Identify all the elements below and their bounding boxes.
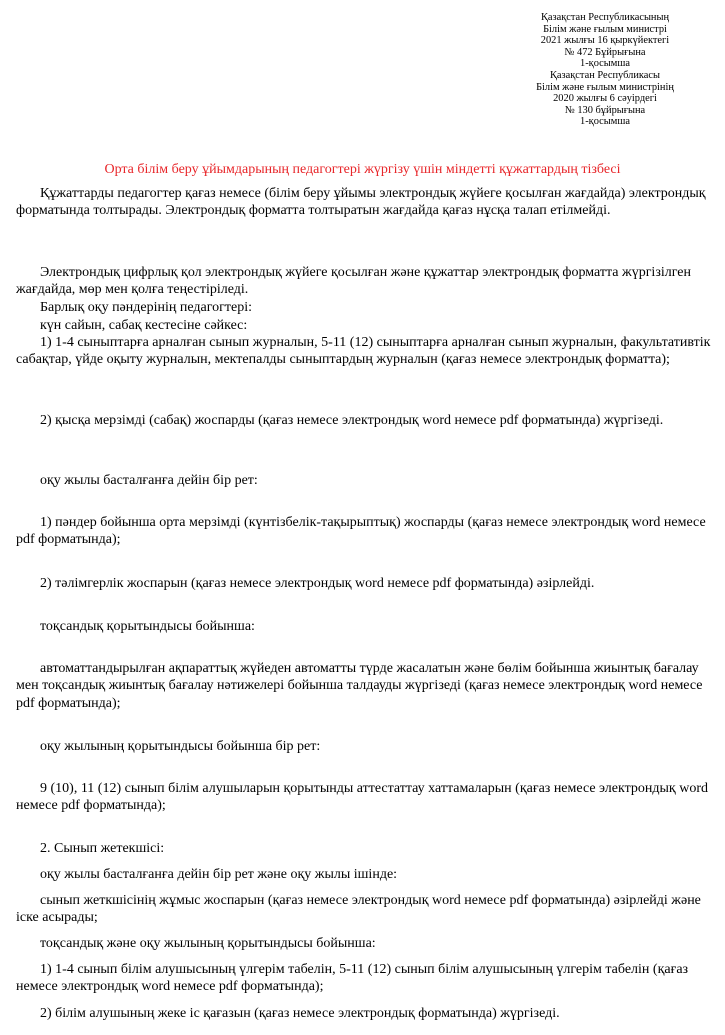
paragraph: тоқсандық және оқу жылының қорытындысы бойынша: [40, 936, 376, 951]
paragraph: 1) пәндер бойынша орта мерзімді (күнтізбелік-тақырыптық) жоспарды (қағаз немесе электрондық word немесе pdf форматында); [16, 515, 706, 548]
paragraph: 2) қысқа мерзімді (сабақ) жоспарды (қағаз немесе электрондық word немесе pdf форматында) жүргізеді. [40, 413, 664, 428]
paragraph: Құжаттарды педагогтер қағаз немесе (білім беру ұйымы электрондық жүйеге қосылған жағдайда) электрондық форматында толтырады. Электрондық форматта толтыратын жағдайда қағаз нұсқа талап етілмейді. [16, 186, 706, 219]
paragraph: 9 (10), 11 (12) сынып білім алушыларын қорытынды аттестаттау хаттамаларын (қағаз немесе электрондық word немесе pdf форматында); [16, 781, 709, 814]
header-line: № 472 Бұйрығына [564, 46, 646, 58]
order-reference-header [490, 12, 720, 128]
header-line: 2021 жылғы 16 қыркүйектегі [540, 35, 670, 47]
paragraph: Барлық оқу пәндерінің педагогтері: [40, 300, 252, 315]
header-line: Білім және ғылым министрі [543, 23, 667, 35]
paragraph: оқу жылының қорытындысы бойынша бір рет: [40, 739, 321, 754]
header-line: Қазақстан Республикасы [550, 69, 660, 81]
paragraph: тоқсандық қорытындысы бойынша: [40, 619, 255, 634]
paragraph: Электрондық цифрлық қол электрондық жүйеге қосылған және құжаттар электрондық форматта жүргізілген жағдайда, мөр мен қолға теңестіріледі. [16, 265, 691, 298]
paragraph: 2) білім алушының жеке іс қағазын (қағаз немесе электрондық форматында) жүргізеді. [40, 1006, 560, 1021]
header-line: Білім және ғылым министрінің [536, 81, 674, 93]
header-line: № 130 бұйрығына [564, 104, 646, 116]
paragraph: 1) 1-4 сыныптарға арналған сынып журналын, 5-11 (12) сыныптарға арналған сынып журналын, факультативтік сабақтар, үйде оқыту журналын, мектепалды сыныптардың журналын (қағаз немесе электрондық форматта); [16, 335, 711, 368]
document-title: Орта білім беру ұйымдарының педагогтері жүргізу үшін міндетті құжаттардың тізбесі [104, 162, 621, 177]
paragraph: сынып жеткшісінің жұмыс жоспарын (қағаз немесе электрондық word немесе pdf форматында) әзірлейді және іске асырады; [16, 893, 701, 926]
paragraph: оқу жылы басталғанға дейін бір рет және оқу жылы ішінде: [40, 867, 398, 882]
paragraph: күн сайын, сабақ кестесіне сәйкес: [40, 318, 248, 333]
header-line: 2020 жылғы 6 сәуірдегі [553, 93, 657, 105]
paragraph: 1) 1-4 сынып білім алушысының үлгерім табелін, 5-11 (12) сынып білім алушысының үлгерім табелін (қағаз немесе электрондық word немесе pdf форматында); [16, 962, 689, 995]
paragraph: автоматтандырылған ақпараттық жүйеден автоматты түрде жасалатын және бөлім бойынша жиынтық бағалау мен тоқсандық жиынтық бағалау нәтижелері бойынша талдауды жүргізеді (қағаз немесе электрондық word немесе pdf форматында); [16, 661, 703, 711]
header-line: 1-қосымша [580, 116, 630, 128]
header-line: 1-қосымша [580, 58, 630, 70]
paragraph: 2. Сынып жетекшісі: [40, 841, 165, 856]
paragraph: оқу жылы басталғанға дейін бір рет: [40, 473, 258, 488]
header-line: Қазақстан Республикасының [540, 12, 670, 23]
paragraph: 2) тәлімгерлік жоспарын (қағаз немесе электрондық word немесе pdf форматында) әзірлейді. [40, 576, 595, 591]
